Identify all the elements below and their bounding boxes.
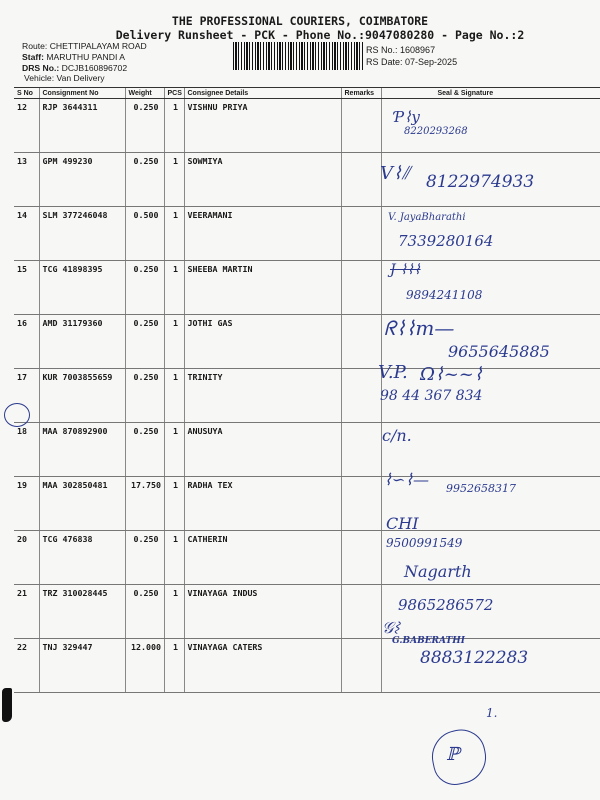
cell-sno: 19: [14, 477, 39, 531]
cell-consignee: CATHERIN: [184, 531, 341, 585]
table-row: [14, 207, 600, 261]
cell-sno: 15: [14, 261, 39, 315]
cell-pcs: 1: [164, 423, 184, 477]
handwriting-row-21-number: 9865286572: [398, 596, 494, 614]
rs-date-line: RS Date: 07-Sep-2025: [366, 57, 458, 67]
cell-pcs: 1: [164, 315, 184, 369]
handwriting-row-21-name: Nagarth: [404, 562, 472, 581]
cell-weight: 0.250: [125, 153, 164, 207]
cell-weight: 0.250: [125, 369, 164, 423]
scan-mark: [2, 688, 12, 722]
table-row: [14, 261, 600, 315]
cell-pcs: 1: [164, 531, 184, 585]
route-line: Route: CHETTIPALAYAM ROAD: [22, 41, 147, 51]
staff-value: MARUTHU PANDI A: [46, 52, 125, 62]
cell-weight: 0.250: [125, 99, 164, 153]
cell-sno: 18: [14, 423, 39, 477]
cell-weight: 12.000: [125, 639, 164, 693]
handwriting-row-12: 8220293268: [404, 126, 468, 137]
cell-pcs: 1: [164, 477, 184, 531]
table-header-row: [14, 88, 600, 99]
cell-consignee: SHEEBA MARTIN: [184, 261, 341, 315]
cell-consignee: VISHNU PRIYA: [184, 99, 341, 153]
cell-sno: 12: [14, 99, 39, 153]
col-consignee: Consignee Details: [184, 88, 341, 99]
cell-remarks: [341, 531, 381, 585]
rs-no-value: 1608967: [400, 45, 436, 55]
vehicle-value: Van Delivery: [56, 73, 105, 83]
cell-weight: 0.500: [125, 207, 164, 261]
col-signature: Seal & Signature: [381, 88, 600, 99]
runsheet-subtitle: Delivery Runsheet - PCK - Phone No.:9047080280 - Page No.:2: [115, 28, 525, 42]
cell-weight: 0.250: [125, 315, 164, 369]
cell-remarks: [341, 207, 381, 261]
rs-no-line: RS No.: 1608967: [366, 45, 436, 55]
table-row: [14, 369, 600, 423]
handwriting-row-17-initials: V.P.: [378, 362, 408, 383]
cell-sno: 16: [14, 315, 39, 369]
cell-pcs: 1: [164, 153, 184, 207]
cell-weight: 0.250: [125, 423, 164, 477]
cell-pcs: 1: [164, 369, 184, 423]
cell-consignee: VEERAMANI: [184, 207, 341, 261]
barcode: [233, 42, 363, 70]
handwriting-row-22-number: 8883122283: [420, 648, 529, 668]
col-pcs: PCS: [164, 88, 184, 99]
handwriting-row-17-number: 98 44 367 834: [380, 388, 483, 404]
signature-row-12: Ƥ⌇y: [394, 108, 420, 126]
cell-pcs: 1: [164, 207, 184, 261]
cell-weight: 0.250: [125, 585, 164, 639]
drs-value: DCJB160896702: [61, 63, 128, 73]
cell-consignment-no: SLM 377246048: [39, 207, 125, 261]
cell-consignee: RADHA TEX: [184, 477, 341, 531]
cell-pcs: 1: [164, 585, 184, 639]
cell-remarks: [341, 369, 381, 423]
table-row: [14, 423, 600, 477]
cell-consignment-no: AMD 31179360: [39, 315, 125, 369]
cell-remarks: [341, 99, 381, 153]
cell-consignee: JOTHI GAS: [184, 315, 341, 369]
cell-consignee: SOWMIYA: [184, 153, 341, 207]
cell-consignee: VINAYAGA INDUS: [184, 585, 341, 639]
cell-weight: 0.250: [125, 261, 164, 315]
vehicle-line: Vehicle: Van Delivery: [24, 73, 105, 83]
col-sno: S No: [14, 88, 39, 99]
rs-date-value: 07-Sep-2025: [405, 57, 458, 67]
cell-remarks: [341, 639, 381, 693]
cell-consignment-no: TRZ 310028445: [39, 585, 125, 639]
col-remarks: Remarks: [341, 88, 381, 99]
cell-signature: [381, 423, 600, 477]
cell-consignee: TRINITY: [184, 369, 341, 423]
cell-remarks: [341, 153, 381, 207]
cell-remarks: [341, 423, 381, 477]
signature-row-16: ᖇ⌇⌇m—: [384, 316, 455, 340]
signature-row-13: V⌇⫽: [380, 163, 410, 184]
cell-consignee: VINAYAGA CATERS: [184, 639, 341, 693]
cell-sno: 22: [14, 639, 39, 693]
cell-sno: 13: [14, 153, 39, 207]
table-row: [14, 531, 600, 585]
cell-sno: 17: [14, 369, 39, 423]
signature-row-19: ⌇∽⌇—: [384, 470, 430, 489]
cell-consignment-no: TNJ 329447: [39, 639, 125, 693]
signature-row-22: 𝒢⌇: [382, 618, 400, 637]
cell-remarks: [341, 477, 381, 531]
signature-row-15: J ⌇⌇⌇: [390, 262, 421, 278]
handwriting-row-20-initials: CHI: [386, 514, 419, 533]
cell-sno: 21: [14, 585, 39, 639]
cell-remarks: [341, 585, 381, 639]
cell-consignment-no: MAA 302850481: [39, 477, 125, 531]
cell-sno: 14: [14, 207, 39, 261]
cell-sno: 20: [14, 531, 39, 585]
col-weight: Weight: [125, 88, 164, 99]
handwriting-row-14-number: 7339280164: [398, 232, 494, 250]
cell-pcs: 1: [164, 99, 184, 153]
table-row: [14, 585, 600, 639]
cell-pcs: 1: [164, 639, 184, 693]
cell-consignment-no: MAA 870892900: [39, 423, 125, 477]
row-18-circle-mark: [4, 403, 30, 427]
handwriting-row-20-number: 9500991549: [386, 536, 463, 550]
company-title: THE PROFESSIONAL COURIERS, COIMBATORE: [171, 14, 429, 28]
handwriting-bottom: 1.: [486, 706, 498, 720]
handwriting-row-15: 9894241108: [406, 288, 483, 302]
handwriting-row-22-name: G.BABERATHI: [392, 636, 465, 646]
cell-consignment-no: TCG 41898395: [39, 261, 125, 315]
cell-remarks: [341, 261, 381, 315]
route-value: CHETTIPALAYAM ROAD: [49, 41, 147, 51]
drs-line: DRS No.: DCJB160896702: [22, 63, 128, 73]
cell-pcs: 1: [164, 261, 184, 315]
cell-consignment-no: TCG 476838: [39, 531, 125, 585]
cell-weight: 0.250: [125, 531, 164, 585]
handwriting-row-14-name: V. JayaBharathi: [388, 212, 466, 223]
staff-line: Staff: MARUTHU PANDI A: [22, 52, 125, 62]
cell-consignee: ANUSUYA: [184, 423, 341, 477]
cell-consignment-no: RJP 3644311: [39, 99, 125, 153]
bottom-signature: ℙ: [446, 744, 460, 765]
signature-row-17: Ω⌇~~⌇: [420, 364, 483, 385]
handwriting-row-16: 9655645885: [448, 342, 550, 361]
cell-consignment-no: KUR 7003855659: [39, 369, 125, 423]
handwriting-row-18: c/n.: [382, 426, 412, 445]
col-consignment: Consignment No: [39, 88, 125, 99]
handwriting-row-19: 9952658317: [446, 482, 516, 495]
cell-consignment-no: GPM 499230: [39, 153, 125, 207]
handwriting-row-13: 8122974933: [426, 172, 535, 192]
table-row: [14, 99, 600, 153]
cell-weight: 17.750: [125, 477, 164, 531]
cell-remarks: [341, 315, 381, 369]
